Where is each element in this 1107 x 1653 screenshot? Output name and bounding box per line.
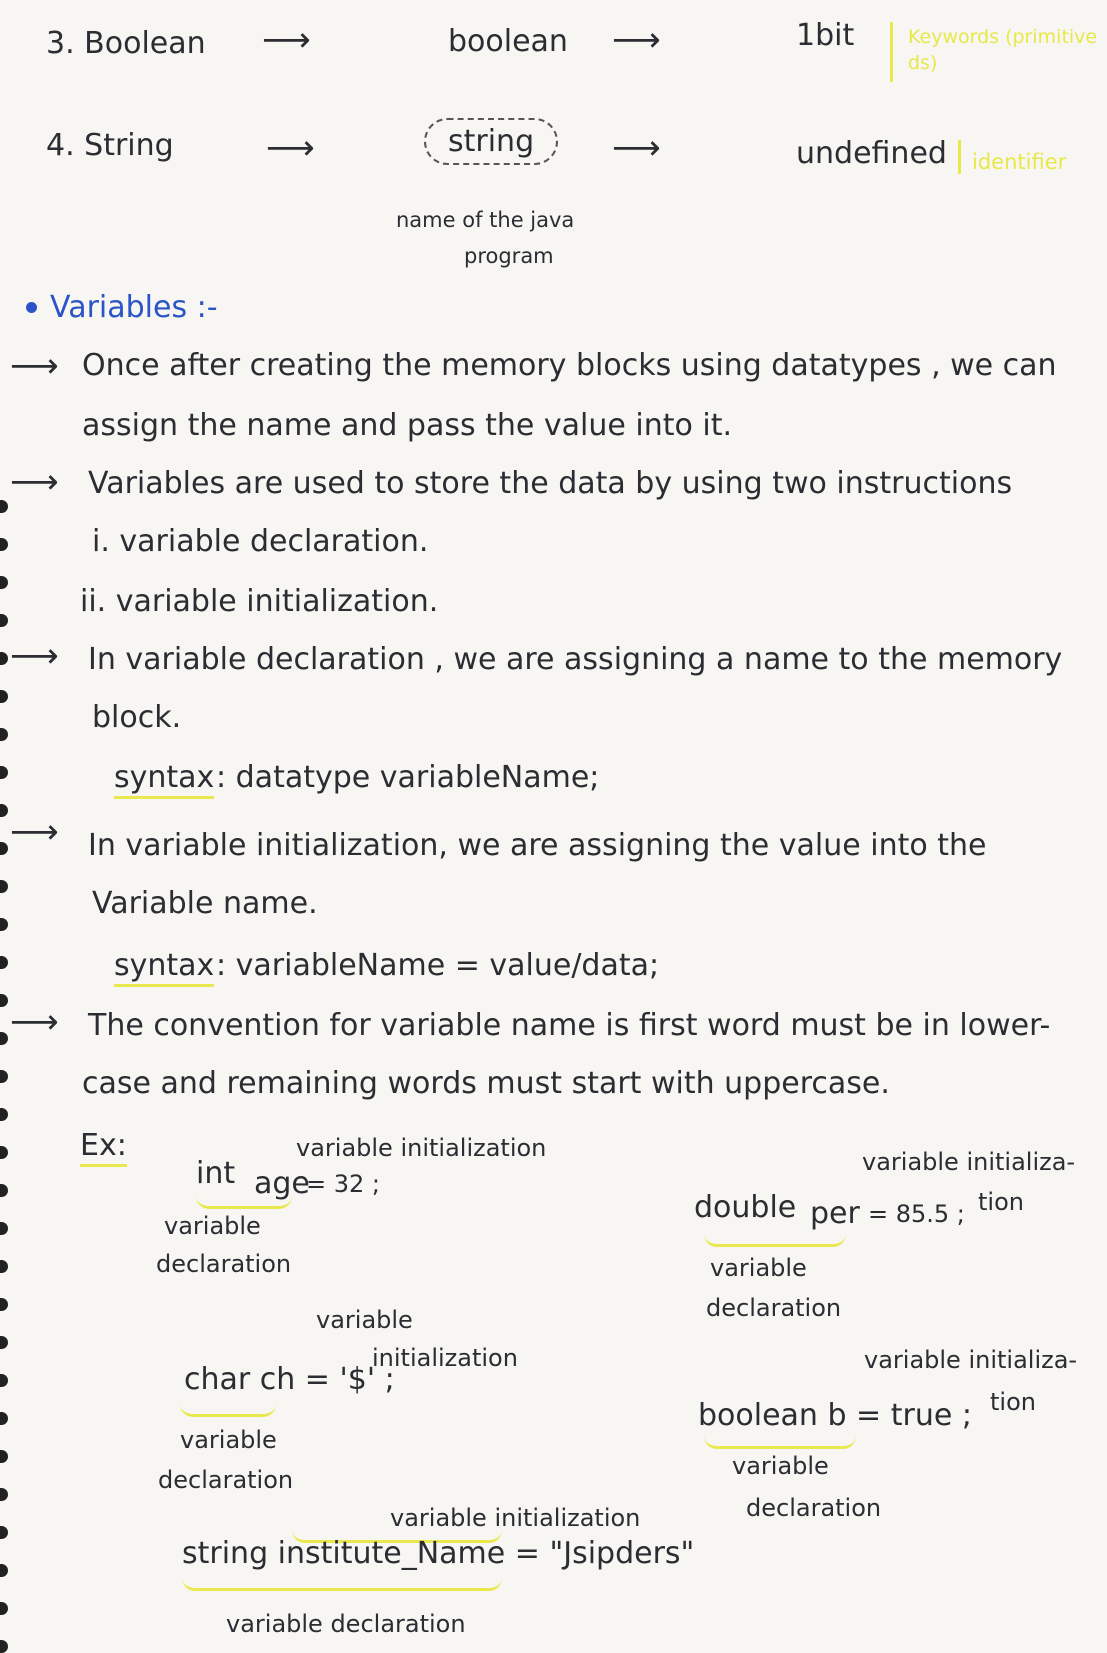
binding-hole xyxy=(0,538,8,551)
binding-hole xyxy=(0,1184,8,1197)
binding-hole xyxy=(0,1260,8,1273)
bool-decl-word1: variable xyxy=(732,1452,829,1480)
binding-hole xyxy=(0,1070,8,1083)
row-boolean-size: 1bit xyxy=(796,18,855,53)
bool-init-label: variable initializa- xyxy=(864,1346,1078,1374)
para5-line2: case and remaining words must start with uppercase. xyxy=(82,1066,890,1101)
binding-hole xyxy=(0,1032,8,1045)
binding-hole xyxy=(0,1564,8,1577)
bool-decl-word2: declaration xyxy=(746,1494,882,1522)
syntax-declaration: : datatype variableName; xyxy=(216,760,600,795)
row-boolean-type: boolean xyxy=(448,24,568,59)
row-boolean-number: 3. Boolean xyxy=(46,26,206,61)
string-decl-label: variable declaration xyxy=(226,1610,466,1638)
double-code-type: double xyxy=(694,1190,797,1225)
binding-hole xyxy=(0,690,8,703)
binding-hole xyxy=(0,1526,8,1539)
binding-hole xyxy=(0,1146,8,1159)
binding-hole xyxy=(0,1108,8,1121)
binding-hole xyxy=(0,1602,8,1615)
declaration-brace xyxy=(704,1234,846,1247)
syntax-initialization: : variableName = value/data; xyxy=(216,948,660,983)
binding-hole xyxy=(0,728,8,741)
binding-hole xyxy=(0,1640,8,1653)
para5-line1: The convention for variable name is first word must be in lower- xyxy=(88,1008,1051,1043)
para4-line1: In variable initialization, we are assigning the value into the xyxy=(88,828,987,863)
double-decl-word2: declaration xyxy=(706,1294,842,1322)
string-caption-line1: name of the java xyxy=(396,208,575,232)
highlight-bracket xyxy=(890,22,893,82)
para2-line1: Variables are used to store the data by using two instructions xyxy=(88,466,1013,501)
binding-hole xyxy=(0,652,8,665)
arrow-icon: ⟶ xyxy=(262,20,311,60)
arrow-icon: ⟶ xyxy=(10,1002,59,1042)
para4-line2: Variable name. xyxy=(92,886,318,921)
int-decl-word2: declaration xyxy=(156,1250,292,1278)
char-code: char ch = '$' ; xyxy=(184,1362,395,1397)
char-decl-word1: variable xyxy=(180,1426,277,1454)
row-string-number: 4. String xyxy=(46,128,174,163)
section-title: Variables :- xyxy=(50,290,218,325)
para1-line1: Once after creating the memory blocks using datatypes , we can xyxy=(82,348,1057,383)
binding-hole xyxy=(0,1374,8,1387)
identifier-note: identifier xyxy=(972,150,1067,174)
char-init-word1: variable xyxy=(316,1306,413,1334)
binding-hole xyxy=(0,956,8,969)
string-init-label: variable initialization xyxy=(390,1504,641,1532)
double-decl-word1: variable xyxy=(710,1254,807,1282)
binding-hole xyxy=(0,1222,8,1235)
para1-line2: assign the name and pass the value into it. xyxy=(82,408,733,443)
binding-hole xyxy=(0,576,8,589)
double-code-value: = 85.5 ; xyxy=(868,1200,965,1228)
declaration-brace xyxy=(182,1578,502,1591)
binding-hole xyxy=(0,500,8,513)
row-string-size: undefined xyxy=(796,136,947,171)
declaration-brace xyxy=(196,1196,292,1209)
binding-hole xyxy=(0,1336,8,1349)
int-code-type: int xyxy=(196,1156,236,1191)
char-init-word2: initialization xyxy=(372,1344,518,1372)
binding-hole xyxy=(0,994,8,1007)
arrow-icon: ⟶ xyxy=(266,128,315,168)
string-caption-line2: program xyxy=(464,244,554,268)
binding-hole xyxy=(0,1450,8,1463)
syntax-label: syntax xyxy=(114,760,214,799)
declaration-brace xyxy=(704,1436,856,1449)
int-init-label: variable initialization xyxy=(296,1134,547,1162)
binding-hole xyxy=(0,1412,8,1425)
arrow-icon: ⟶ xyxy=(10,636,59,676)
char-decl-word2: declaration xyxy=(158,1466,294,1494)
para2-item-i: i. variable declaration. xyxy=(92,524,429,559)
row-string-type: string xyxy=(424,118,558,165)
binding-hole xyxy=(0,1488,8,1501)
double-init-label: variable initializa- xyxy=(862,1148,1076,1176)
arrow-icon: ⟶ xyxy=(612,128,661,168)
para3-line1: In variable declaration , we are assigning a name to the memory xyxy=(88,642,1063,677)
binding-hole xyxy=(0,804,8,817)
highlight-bracket xyxy=(958,140,961,174)
bullet-icon xyxy=(26,302,37,313)
binding-hole xyxy=(0,918,8,931)
binding-hole xyxy=(0,766,8,779)
declaration-brace xyxy=(180,1404,276,1417)
binding-hole xyxy=(0,842,8,855)
bool-init-label-tail: tion xyxy=(990,1388,1036,1416)
arrow-icon: ⟶ xyxy=(612,20,661,60)
int-code-name: age xyxy=(254,1166,310,1201)
keywords-note: Keywords (primitive ds) xyxy=(908,26,1098,74)
arrow-icon: ⟶ xyxy=(10,462,59,502)
example-label: Ex: xyxy=(80,1128,127,1167)
arrow-icon: ⟶ xyxy=(10,812,59,852)
para3-line2: block. xyxy=(92,700,182,735)
double-init-label-tail: tion xyxy=(978,1188,1024,1216)
binding-hole xyxy=(0,614,8,627)
int-decl-word1: variable xyxy=(164,1212,261,1240)
binding-hole xyxy=(0,1298,8,1311)
int-code-value: = 32 ; xyxy=(306,1170,380,1198)
arrow-icon: ⟶ xyxy=(10,346,59,386)
syntax-label: syntax xyxy=(114,948,214,987)
bool-code: boolean b = true ; xyxy=(698,1398,972,1433)
string-code: string institute_Name = "Jsipders" xyxy=(182,1536,695,1571)
binding-hole xyxy=(0,880,8,893)
double-code-name: per xyxy=(810,1196,860,1231)
para2-item-ii: ii. variable initialization. xyxy=(80,584,439,619)
